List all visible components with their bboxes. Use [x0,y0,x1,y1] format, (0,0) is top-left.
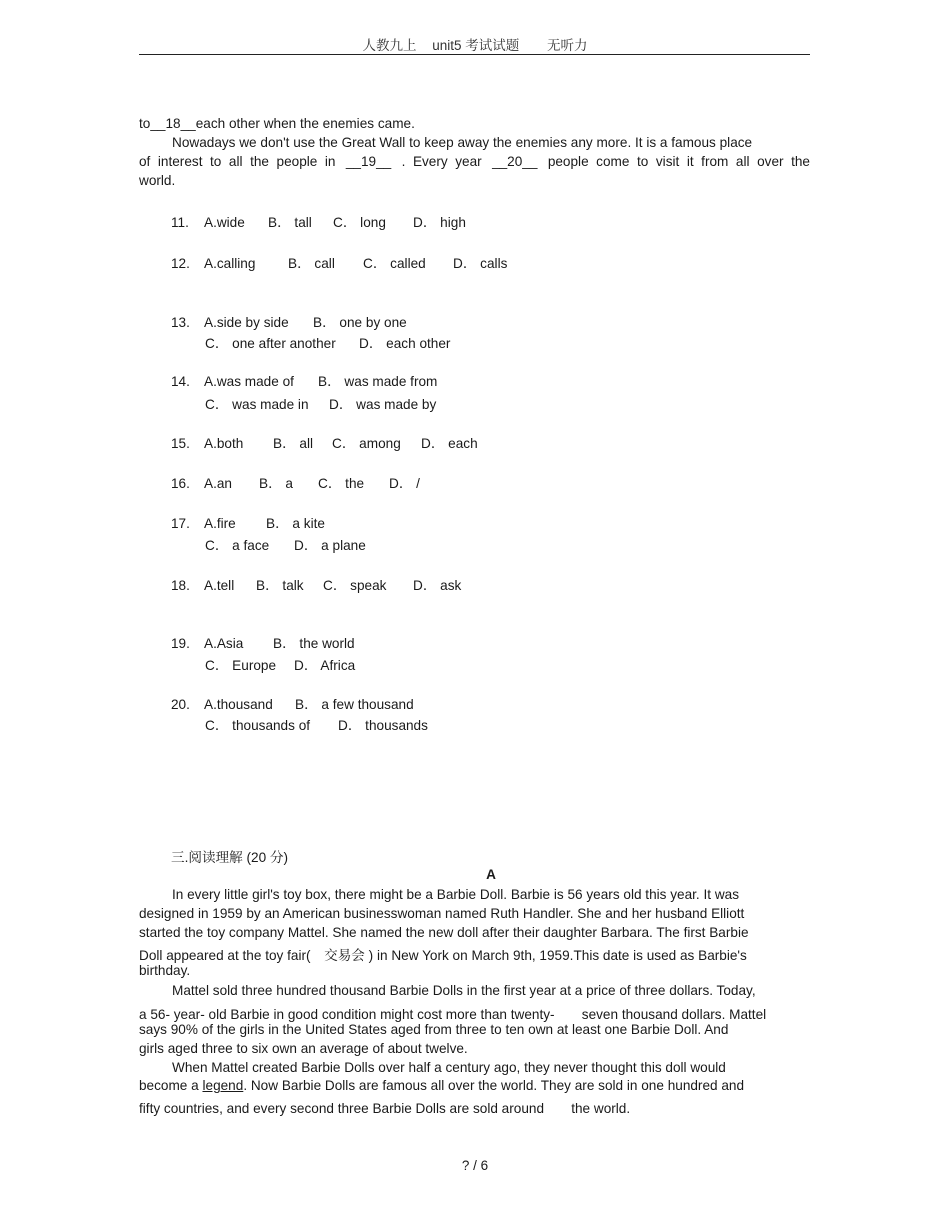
question-number: 20. [171,697,190,712]
page-header [0,34,950,54]
underlined-word-legend: legend [202,1078,244,1093]
blank-20: __20__ [492,154,538,169]
option-c: C． was made in [205,397,309,412]
text: to [139,116,151,131]
option-d: D． ask [413,578,462,593]
option-c: C． Europe [205,658,277,673]
option-b: B． the world [273,636,355,651]
question-11 [171,211,466,231]
question-number: 18. [171,578,190,593]
option-c: C． called [363,256,426,271]
text: . Now Barbie Dolls are famous all over the world. They are sold in one hundred and [243,1078,745,1093]
header-unit: unit5 考试试题 [432,38,520,53]
question-14 [171,370,437,390]
option-b: B． call [288,256,335,271]
question-18 [171,574,461,594]
p2-line: a 56- year- old Barbie in good condition might cost more than twenty- seven thousand dollars. Mattel [139,1007,767,1022]
option-b: B． a [259,476,293,491]
passage-line-1 [139,116,415,131]
p3-line: fifty countries, and every second three Barbie Dolls are sold around the world. [139,1101,631,1116]
option-c: C． thousands of [205,718,311,733]
option-c: C． speak [323,578,387,593]
passage-line-3 [139,154,810,169]
p1-line: Doll appeared at the toy fair( 交易会 ) in New York on March 9th, 1959.This date is used as Barbie's [139,948,747,963]
question-20 [171,693,414,713]
question-number: 13. [171,315,190,330]
question-number: 15. [171,436,190,451]
header-note: 无听力 [547,38,588,53]
question-number: 11. [171,215,189,230]
option-a: A.side by side [204,315,289,330]
option-d: D． each other [359,336,451,351]
option-a: A.both [204,436,244,451]
option-d: D． Africa [294,658,356,673]
option-b: B． talk [256,578,304,593]
p2-line: girls aged three to six own an average of about twelve. [139,1041,468,1056]
p3-line: When Mattel created Barbie Dolls over half a century ago, they never thought this doll would [172,1060,726,1075]
option-a: A.tell [204,578,235,593]
option-a: A.thousand [204,697,273,712]
option-d: D． thousands [338,718,428,733]
p2-line: says 90% of the girls in the United States aged from three to ten own at least one Barbie Doll. And [139,1022,729,1037]
question-number: 19. [171,636,190,651]
p1-line: designed in 1959 by an American businesswoman named Ruth Handler. She and her husband Elliott [139,906,745,921]
p2-line: Mattel sold three hundred thousand Barbie Dolls in the first year at a price of three dollars. Today, [172,983,756,998]
option-b: B． a few thousand [295,697,414,712]
question-16 [171,472,420,492]
blank-18: __18__ [150,116,196,131]
option-b: B． all [273,436,314,451]
header-title: 人教九上 [362,38,417,53]
question-19 [171,632,355,652]
question-number: 16. [171,476,190,491]
part-label: A [486,867,496,882]
option-c: C． the [318,476,365,491]
option-b: B． one by one [313,315,407,330]
option-a: A.Asia [204,636,244,651]
text: of interest to all the people in [139,154,336,169]
blank-19: __19__ [345,154,392,169]
text: become a [139,1078,203,1093]
option-c: C． long [333,215,386,230]
option-a: A.calling [204,256,256,271]
question-13 [171,311,407,331]
question-15 [171,432,478,452]
option-c: C． a face [205,538,270,553]
page-number: ? / 6 [461,1158,489,1173]
question-19-line-2 [205,654,355,674]
question-number: 17. [171,516,190,531]
option-c: C． one after another [205,336,336,351]
question-14-line-2 [205,393,436,413]
option-a: A.wide [204,215,245,230]
text: each other when the enemies came. [195,116,415,131]
question-number: 12. [171,256,190,271]
option-d: D． was made by [329,397,437,412]
option-a: A.an [204,476,232,491]
question-20-line-2 [205,714,428,734]
question-12 [171,252,507,272]
question-13-line-2 [205,332,450,352]
question-17 [171,512,325,532]
text: . Every year [401,154,482,169]
section-heading: 三.阅读理解 (20 分) [171,850,289,865]
p1-line: birthday. [139,963,191,978]
question-number: 14. [171,374,190,389]
p1-line: started the toy company Mattel. She named the new doll after their daughter Barbara. The first Barbie [139,925,749,940]
passage-line-4: world. [139,173,176,188]
question-17-line-2 [205,534,366,554]
option-d: D． / [389,476,420,491]
text: people come to visit it from all over the [547,154,810,169]
option-b: B． a kite [266,516,325,531]
option-a: A.was made of [204,374,294,389]
option-d: D． each [421,436,478,451]
option-d: D． high [413,215,466,230]
option-c: C． among [332,436,401,451]
option-b: B． tall [268,215,312,230]
header-rule [139,54,810,55]
option-b: B． was made from [318,374,438,389]
p1-line: In every little girl's toy box, there might be a Barbie Doll. Barbie is 56 years old this year. It was [172,887,739,902]
p3-line [139,1078,744,1093]
option-d: D． calls [453,256,508,271]
passage-line-2: Nowadays we don't use the Great Wall to keep away the enemies any more. It is a famous place [172,135,753,150]
option-a: A.fire [204,516,236,531]
option-d: D． a plane [294,538,366,553]
